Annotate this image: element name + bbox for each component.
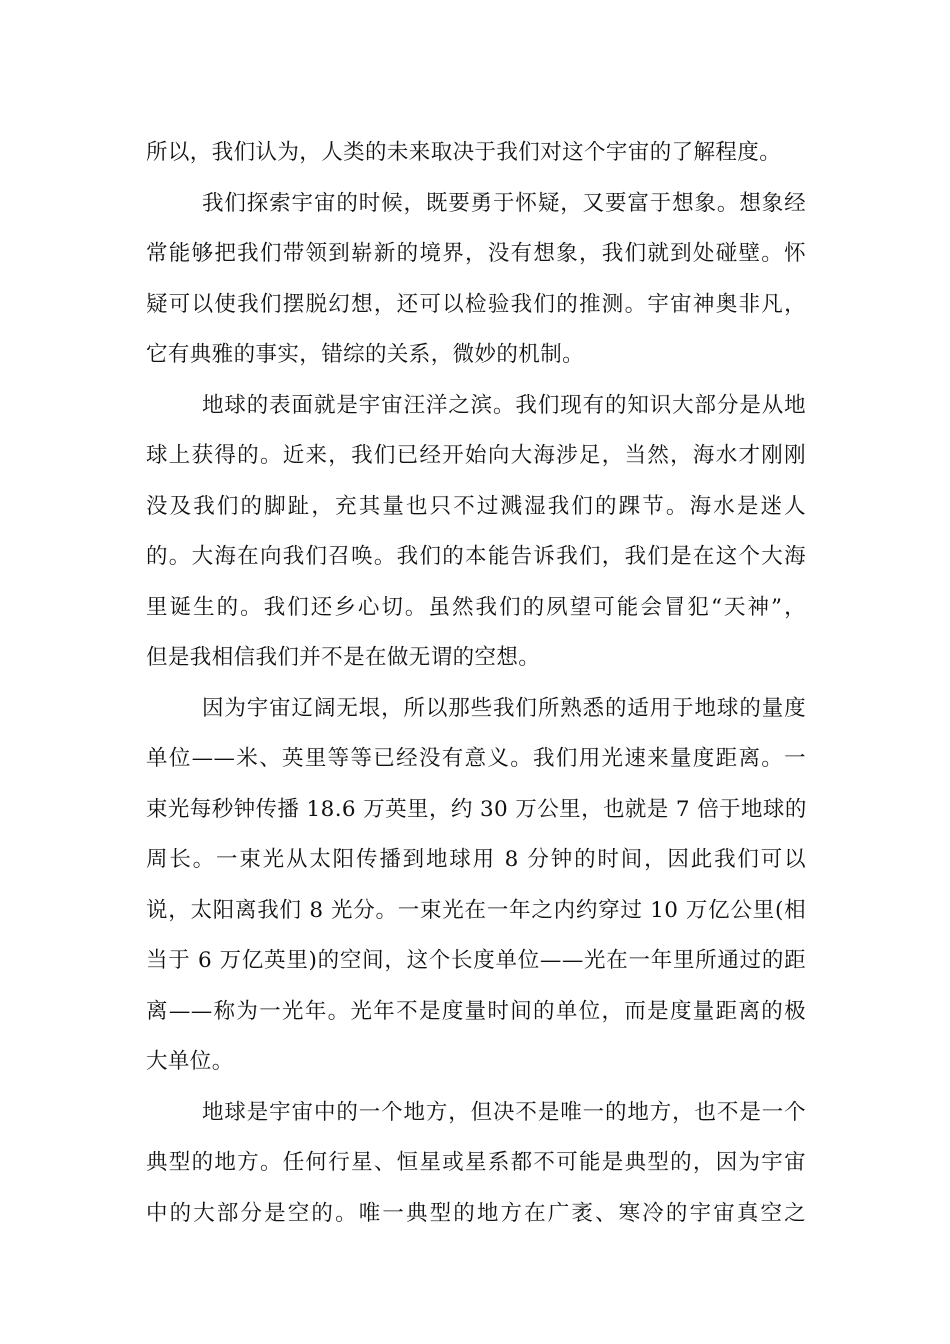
text-line: 所以，我们认为，人类的未来取决于我们对这个宇宙的了解程度。 <box>146 140 782 165</box>
text-line: 我们探索宇宙的时候，既要勇于怀疑，又要富于想象。想象经 <box>202 190 806 216</box>
text-line: 单位——米、英里等等已经没有意义。我们用光速来量度距离。一 <box>146 746 806 771</box>
text-line: 没及我们的脚趾，充其量也只不过溅湿我们的踝节。海水是迷人 <box>146 493 806 519</box>
text-line: 大单位。 <box>146 1049 234 1074</box>
text-line: 地球的表面就是宇宙汪洋之滨。我们现有的知识大部分是从地 <box>202 392 806 418</box>
text-line: 它有典雅的事实，错综的关系，微妙的机制。 <box>146 342 585 367</box>
text-line: 的。大海在向我们召唤。我们的本能告诉我们，我们是在这个大海 <box>146 544 806 569</box>
text-line: 说，太阳离我们 8 光分。一束光在一年之内约穿过 10 万亿公里(相 <box>146 897 806 923</box>
text-line: 中的大部分是空的。唯一典型的地方在广袤、寒冷的宇宙真空之 <box>146 1200 806 1226</box>
text-line: 因为宇宙辽阔无垠，所以那些我们所熟悉的适用于地球的量度 <box>202 695 806 721</box>
document-body <box>146 128 806 1239</box>
text-line: 束光每秒钟传播 18.6 万英里，约 30 万公里，也就是 7 倍于地球的 <box>146 796 807 822</box>
text-line: 常能够把我们带领到崭新的境界，没有想象，我们就到处碰壁。怀 <box>146 241 806 266</box>
text-line: 离——称为一光年。光年不是度量时间的单位，而是度量距离的极 <box>146 998 806 1024</box>
text-line: 周长。一束光从太阳传播到地球用 8 分钟的时间，因此我们可以 <box>146 847 806 872</box>
text-line: 球上获得的。近来，我们已经开始向大海涉足，当然，海水才刚刚 <box>146 443 806 468</box>
text-line: 典型的地方。任何行星、恒星或星系都不可能是典型的，因为宇宙 <box>146 1150 806 1175</box>
text-line: 地球是宇宙中的一个地方，但决不是唯一的地方，也不是一个 <box>202 1099 806 1125</box>
text-line: 里诞生的。我们还乡心切。虽然我们的夙望可能会冒犯“天神”， <box>146 594 806 620</box>
text-line: 疑可以使我们摆脱幻想，还可以检验我们的推测。宇宙神奥非凡， <box>146 291 806 317</box>
text-line: 当于 6 万亿英里)的空间，这个长度单位——光在一年里所通过的距 <box>146 948 806 973</box>
text-line: 但是我相信我们并不是在做无谓的空想。 <box>146 645 541 670</box>
